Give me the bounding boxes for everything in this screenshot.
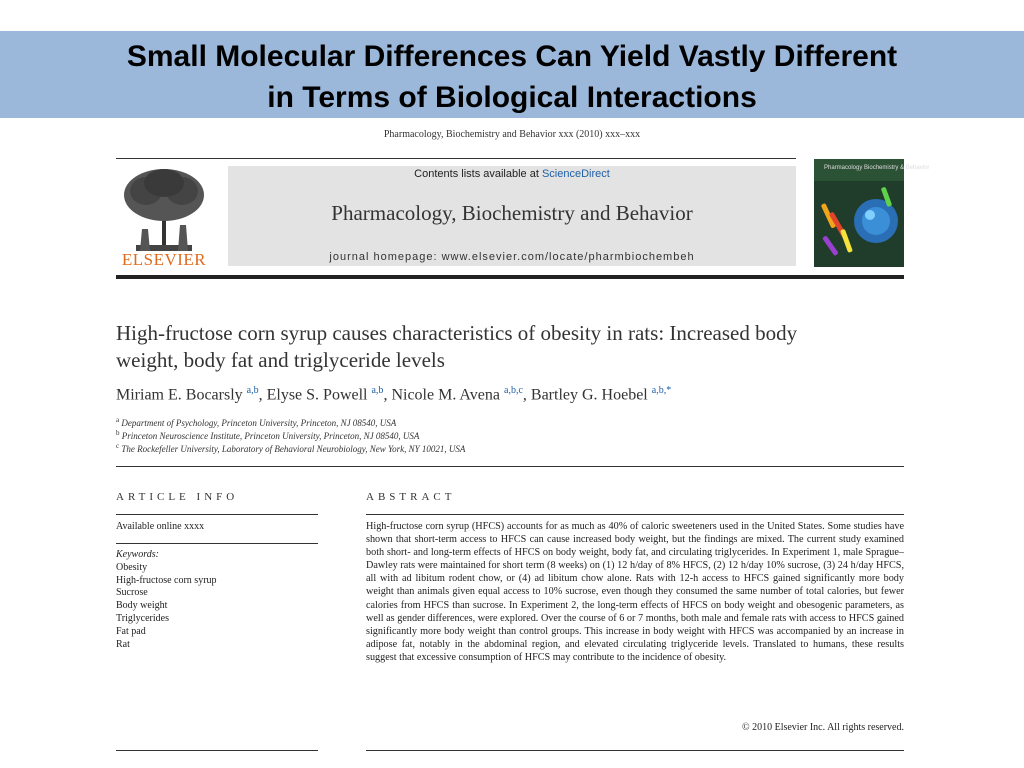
author-name: Miriam E. Bocarsly bbox=[116, 386, 243, 404]
contents-prefix: Contents lists available at bbox=[414, 168, 542, 180]
affiliation-text: Department of Psychology, Princeton University, Princeton, NJ 08540, USA bbox=[121, 418, 397, 428]
cover-title: Pharmacology Biochemistry & Behavior bbox=[824, 165, 930, 171]
author-affiliation-mark[interactable]: a,b bbox=[246, 385, 259, 396]
contents-line bbox=[228, 168, 796, 180]
author-name: Bartley G. Hoebel bbox=[530, 386, 648, 404]
author-affiliation-mark[interactable]: a,b bbox=[371, 385, 384, 396]
affiliation-text: The Rockefeller University, Laboratory of Behavioral Neurobiology, New York, NY 10021, USA bbox=[121, 444, 466, 454]
affiliation bbox=[116, 416, 816, 428]
available-online: Available online xxxx bbox=[116, 521, 205, 532]
sciencedirect-link[interactable]: ScienceDirect bbox=[541, 168, 610, 180]
affiliation bbox=[116, 442, 816, 454]
slide-title-line1: Small Molecular Differences Can Yield Vastly Different bbox=[126, 40, 898, 73]
section-rule bbox=[116, 466, 904, 467]
keyword: Fat pad bbox=[116, 625, 146, 637]
footer-rule bbox=[366, 750, 904, 751]
affiliation-text: Princeton Neuroscience Institute, Princeton University, Princeton, NJ 08540, USA bbox=[121, 431, 420, 441]
journal-homepage[interactable]: journal homepage: www.elsevier.com/locate/pharmbiochembeh bbox=[329, 251, 695, 263]
affiliation-mark: c bbox=[116, 442, 120, 450]
slide-title bbox=[0, 36, 1024, 118]
journal-reference: Pharmacology, Biochemistry and Behavior xxx (2010) xxx–xxx bbox=[383, 129, 641, 140]
copyright-notice: © 2010 Elsevier Inc. All rights reserved. bbox=[741, 722, 904, 733]
keyword: Obesity bbox=[116, 561, 148, 573]
abstract-heading: ABSTRACT bbox=[366, 491, 456, 503]
masthead-rule bbox=[116, 275, 904, 279]
keyword: Rat bbox=[116, 638, 130, 650]
journal-cover-image bbox=[814, 159, 930, 267]
keywords-heading: Keywords: bbox=[116, 549, 159, 560]
author-list: Miriam E. Bocarsly $^{a,b}$, Elyse S. Powell $^{a,b}$, Nicole M. Avena $^{a,b,c}$, Bartley G. Hoebel $^{a,b,*}$ bbox=[116, 385, 672, 404]
paper-title-line2: weight, body fat and triglyceride levels bbox=[116, 348, 445, 372]
header-rule bbox=[116, 158, 796, 159]
keyword: Triglycerides bbox=[116, 612, 169, 624]
author-name: Elyse S. Powell bbox=[266, 386, 368, 404]
affiliation-mark: a bbox=[116, 416, 120, 424]
abstract-rule bbox=[366, 514, 904, 515]
author-affiliation-mark[interactable]: a,b,c bbox=[504, 385, 523, 396]
author-name: Nicole M. Avena bbox=[391, 386, 500, 404]
keywords-list bbox=[116, 549, 217, 651]
keyword: Body weight bbox=[116, 600, 168, 612]
elsevier-wordmark: ELSEVIER bbox=[121, 250, 207, 269]
author-affiliation-mark[interactable]: a,b,* bbox=[651, 385, 672, 396]
paper-title-line1: High-fructose corn syrup causes characteristics of obesity in rats: Increased body bbox=[116, 321, 798, 345]
keyword: High-fructose corn syrup bbox=[116, 574, 217, 586]
slide-title-line2: in Terms of Biological Interactions bbox=[267, 81, 757, 114]
abstract-text: High-fructose corn syrup (HFCS) accounts for as much as 40% of caloric sweeteners used in the United States. Some studies have shown that short-term access to HFCS can cause increased body weight, but the findings are mixed. The current study examined both short- and long-term effects of HFCS on body weight, body fat, and circulating triglycerides. In Experiment 1, male Sprague–Dawley rats were maintained for short term (8 weeks) on (1) 12 h/day of 8% HFCS, (2) 12 h/day 10% sucrose, (3) 24 h/day HFCS, all with ad libitum rodent chow, or (4) ad libitum chow alone. Rats with 12-h access to HFCS gained significantly more body weight than animals given equal access to 10% sucrose, even though they consumed the same number of total calories, but fewer calories from HFCS than sucrose. In Experiment 2, the long-term effects of HFCS on body weight and obesogenic parameters, as well as gender differences, were explored. Over the course of 6 or 7 months, both male and female rats with access to HFCS gained significantly more body weight than control groups. This increase in body weight with HFCS was accompanied by an increase in adipose fat, notably in the abdominal region, and elevated circulating triglyceride levels. Translated to humans, these results suggest that excessive consumption of HFCS may contribute to the incidence of obesity. bbox=[366, 521, 904, 663]
affiliation-mark: b bbox=[116, 429, 120, 437]
article-info-heading: ARTICLE INFO bbox=[116, 491, 239, 503]
keyword: Sucrose bbox=[116, 587, 148, 599]
journal-name: Pharmacology, Biochemistry and Behavior bbox=[331, 201, 693, 225]
info-rule bbox=[116, 543, 318, 544]
affiliation bbox=[116, 429, 816, 441]
paper-title bbox=[116, 320, 916, 374]
info-rule bbox=[116, 514, 318, 515]
footer-rule bbox=[116, 750, 318, 751]
